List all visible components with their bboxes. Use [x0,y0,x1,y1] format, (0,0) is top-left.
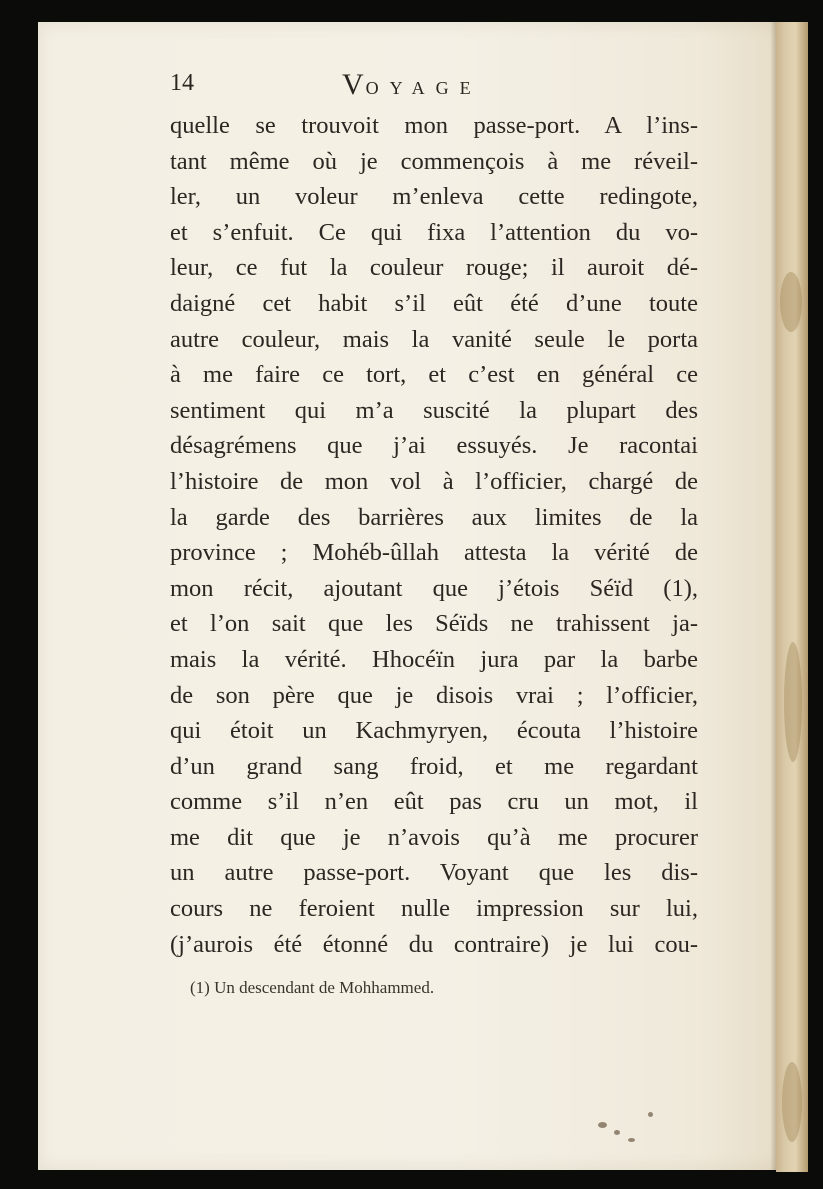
text-line: la garde des barrières aux limites de la [170,503,698,531]
text-line: d’un grand sang froid, et me regardant [170,752,698,780]
running-title-initial: V [342,68,366,101]
page-number: 14 [170,70,194,96]
text-line: sentiment qui m’a suscité la plupart des [170,396,698,424]
footnote: (1) Un descendant de Mohhammed. [190,978,435,997]
text-line: province ; Mohéb-ûllah attesta la vérité de [170,539,698,567]
text-line: daigné cet habit s’il eût été d’une toute [170,289,698,317]
text-line: ler, un voleur m’enleva cette redingote, [170,183,698,211]
page-header [170,68,698,102]
text-line: un autre passe-port. Voyant que les dis- [170,859,698,887]
text-line: désagrémens que j’ai essuyés. Je racontai [170,432,698,460]
text-line: qui étoit un Kachmyryen, écouta l’histoire [170,717,698,745]
body-text [170,108,698,962]
text-line: mon récit, ajoutant que j’étois Séïd (1), [170,574,698,602]
paper-speck [648,1112,653,1117]
text-line: tant même où je commençois à me réveil- [170,147,698,175]
adjacent-page-edge [776,22,808,1172]
paper-stain [782,1062,802,1142]
text-line: quelle se trouvoit mon passe-port. A l’ins- [170,112,698,139]
running-title-rest: OYAGE [365,78,482,98]
text-line: de son père que je disois vrai ; l’officier, [170,681,698,709]
text-line: cours ne feroient nulle impression sur lui, [170,895,698,923]
text-line: (j’aurois été étonné du contraire) je lui cou- [170,930,698,958]
paper-stain [784,642,802,762]
text-line: l’histoire de mon vol à l’officier, chargé de [170,467,698,495]
text-line: leur, ce fut la couleur rouge; il auroit dé- [170,254,698,282]
text-line: et s’enfuit. Ce qui fixa l’attention du vo- [170,218,698,246]
text-line: mais la vérité. Hhocéïn jura par la barbe [170,645,698,673]
paper-speck [628,1138,635,1142]
paper-speck [614,1130,620,1135]
text-line: à me faire ce tort, et c’est en général ce [170,361,698,389]
text-line: et l’on sait que les Séïds ne trahissent ja- [170,610,698,638]
paper-speck [598,1122,607,1128]
text-line: autre couleur, mais la vanité seule le porta [170,325,698,353]
paper-stain [780,272,802,332]
scan-border [808,0,823,1189]
running-title [342,68,482,102]
text-line: comme s’il n’en eût pas cru un mot, il [170,788,698,816]
text-line: me dit que je n’avois qu’à me procurer [170,823,698,851]
